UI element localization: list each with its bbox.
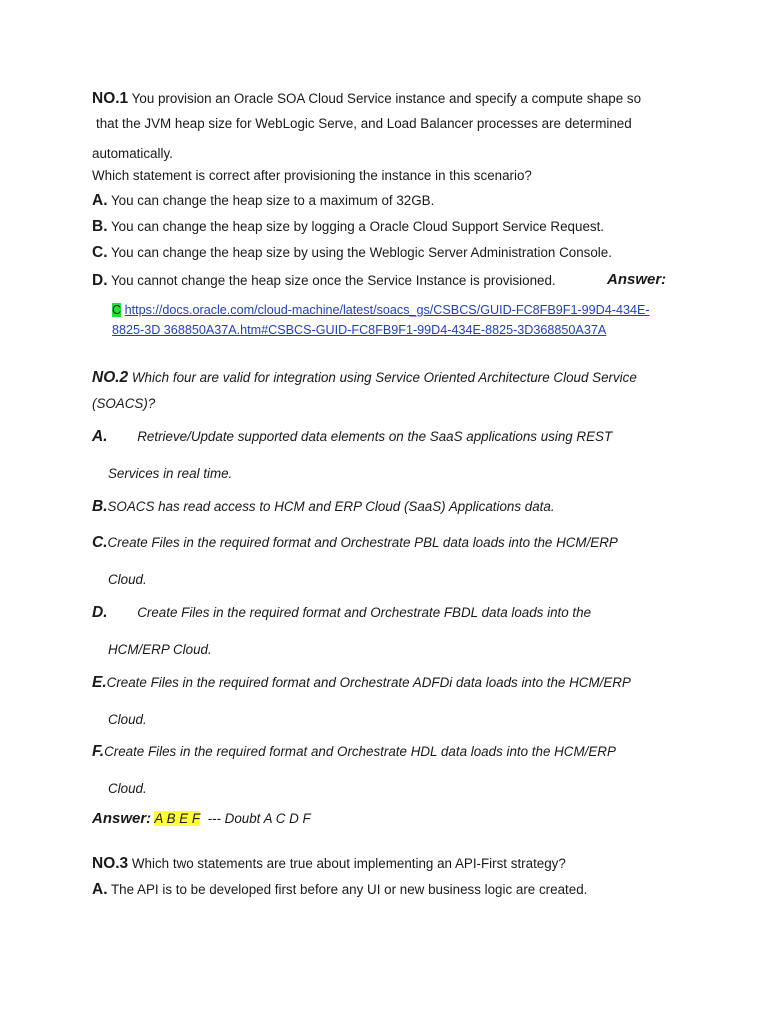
q2-text-line2: (SOACS)? — [92, 396, 156, 411]
q1-option-b — [92, 219, 604, 235]
q2-option-a-text1: Retrieve/Update supported data elements on the SaaS applications using REST — [137, 429, 613, 444]
q2-answer — [92, 811, 311, 826]
q1-text-line1: You provision an Oracle SOA Cloud Service instance and specify a compute shape so — [131, 91, 642, 106]
q2-option-c — [92, 535, 618, 551]
q1-option-d-letter: D. — [92, 272, 108, 289]
q1-option-c-text: You can change the heap size by using the Weblogic Server Administration Console. — [110, 245, 612, 260]
q3-option-a — [92, 882, 587, 898]
q2-option-b-letter: B. — [92, 498, 108, 515]
q2-answer-value: A B E F — [154, 811, 200, 826]
q2-option-e-text1: Create Files in the required format and Orchestrate ADFDi data loads into the HCM/ERP — [106, 675, 631, 690]
q2-option-a-letter: A. — [92, 428, 108, 445]
q1-option-d-text: You cannot change the heap size once the Service Instance is provisioned. — [110, 273, 556, 288]
q2-option-c-text1: Create Files in the required format and Orchestrate PBL data loads into the HCM/ERP — [107, 535, 618, 550]
q1-option-b-text: You can change the heap size by logging a Oracle Cloud Support Service Request. — [110, 219, 605, 234]
q2-option-e-letter: E. — [92, 674, 107, 691]
q1-option-a — [92, 193, 434, 209]
q1-answer-label: Answer: — [607, 271, 667, 288]
q1-answer-link-line2 — [112, 324, 606, 337]
q1-option-a-text: You can change the heap size to a maximum of 32GB. — [110, 193, 435, 208]
q3-line1 — [92, 856, 566, 872]
q1-option-a-letter: A. — [92, 192, 108, 209]
q2-option-e — [92, 675, 631, 691]
q1-option-c — [92, 245, 612, 261]
q2-number: NO.2 — [92, 369, 129, 386]
q1-reference-link-cont[interactable]: 8825-3D 368850A37A.htm#CSBCS-GUID-FC8FB9F1-99D4-434E-8825-3D368850A37A — [112, 323, 607, 337]
q2-option-f — [92, 744, 616, 760]
q3-number: NO.3 — [92, 855, 129, 872]
q2-option-c-text2: Cloud. — [108, 572, 147, 587]
q1-option-c-letter: C. — [92, 244, 108, 261]
q1-text-line2: that the JVM heap size for WebLogic Serve, and Load Balancer processes are determined — [96, 116, 632, 131]
q2-option-b-text1: SOACS has read access to HCM and ERP Cloud (SaaS) Applications data. — [107, 499, 555, 514]
q2-option-e-text2: Cloud. — [108, 712, 147, 727]
q2-option-d-letter: D. — [92, 604, 108, 621]
q2-option-d-text2: HCM/ERP Cloud. — [108, 642, 212, 657]
q2-option-a-text2: Services in real time. — [108, 466, 233, 481]
q2-option-f-letter: F. — [92, 743, 105, 760]
q2-option-d-text1: Create Files in the required format and Orchestrate FBDL data loads into the — [137, 605, 592, 620]
q2-option-f-text2: Cloud. — [108, 781, 147, 796]
q1-prompt: Which statement is correct after provisioning the instance in this scenario? — [92, 168, 532, 183]
q2-option-b — [92, 499, 555, 515]
q2-option-f-text1: Create Files in the required format and Orchestrate HDL data loads into the HCM/ERP — [104, 744, 616, 759]
q2-option-d — [92, 605, 591, 621]
q2-option-c-letter: C. — [92, 534, 108, 551]
q1-line1 — [92, 91, 641, 107]
q2-answer-note: --- Doubt A C D F — [207, 811, 311, 826]
q1-answer-value: C — [112, 303, 122, 317]
q2-text-line1: Which four are valid for integration using Service Oriented Architecture Cloud Service — [131, 370, 637, 385]
q1-answer-link-line1 — [112, 304, 650, 317]
q1-reference-link[interactable]: https://docs.oracle.com/cloud-machine/latest/soacs_gs/CSBCS/GUID-FC8FB9F1-99D4-434E- — [124, 303, 650, 317]
q1-option-d — [92, 273, 556, 289]
q1-option-b-letter: B. — [92, 218, 108, 235]
q3-option-a-text: The API is to be developed first before any UI or new business logic are created. — [110, 882, 588, 897]
q3-text: Which two statements are true about implementing an API-First strategy? — [131, 856, 566, 871]
q3-option-a-letter: A. — [92, 881, 108, 898]
q1-number: NO.1 — [92, 90, 129, 107]
q2-option-a — [92, 429, 612, 445]
q2-answer-label: Answer: — [92, 810, 152, 827]
q1-text-line3: automatically. — [92, 146, 173, 161]
q2-line1 — [92, 370, 637, 386]
